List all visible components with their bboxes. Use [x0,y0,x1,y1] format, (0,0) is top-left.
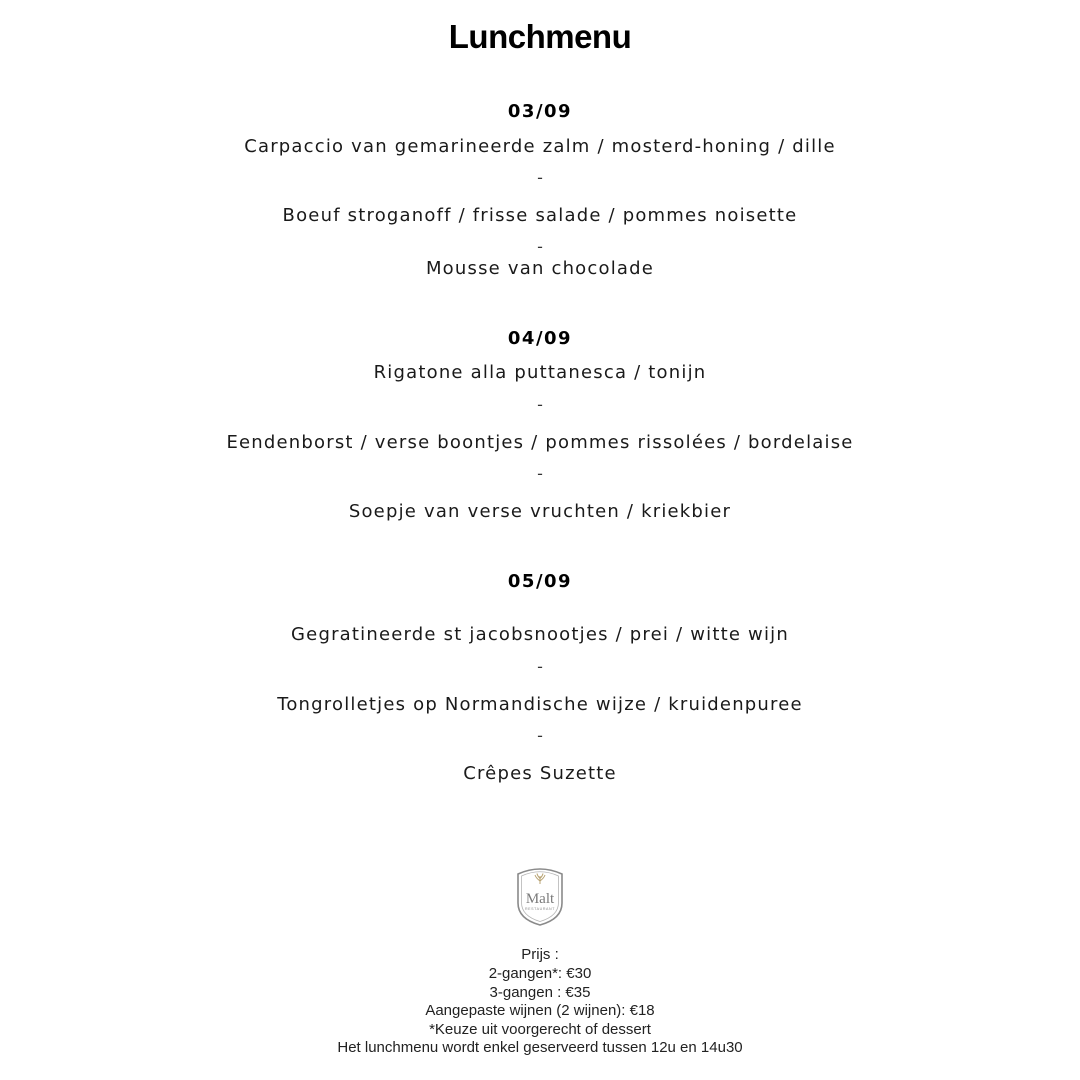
dish-dessert: Soepje van verse vruchten / kriekbier [348,501,732,522]
day-date: 05/09 [507,571,573,592]
dish-separator: - [537,657,543,676]
day-date: 03/09 [507,101,573,122]
dish-dessert: Mousse van chocolade [425,258,655,279]
dish-dessert: Crêpes Suzette [463,763,617,784]
dish-main: Boeuf stroganoff / frisse salade / pommes noisette [282,205,798,226]
logo-wordmark: Malt [525,891,555,907]
day-date: 04/09 [507,328,573,349]
dish-separator: - [537,168,543,187]
price-label: Prijs : [521,946,559,963]
dish-separator: - [537,464,543,483]
dish-starter: Rigatone alla puttanesca / tonijn [373,362,707,383]
dish-starter: Gegratineerde st jacobsnootjes / prei / witte wijn [291,624,789,645]
price-two-course: 2-gangen*: €30 [488,965,592,982]
wheat-crest-icon [514,865,566,927]
price-note: *Keuze uit voorgerecht of dessert [429,1021,651,1038]
dish-separator: - [537,237,543,256]
dish-separator: - [537,726,543,745]
dish-main: Tongrolletjes op Normandische wijze / kruidenpuree [277,694,803,715]
dish-main: Eendenborst / verse boontjes / pommes rissolées / bordelaise [226,432,854,453]
page-title: Lunchmenu [448,18,632,55]
price-wine: Aangepaste wijnen (2 wijnen): €18 [425,1002,655,1019]
malt-logo [514,865,566,927]
serving-hours: Het lunchmenu wordt enkel geserveerd tussen 12u en 14u30 [337,1039,743,1056]
price-three-course: 3-gangen : €35 [489,984,591,1001]
dish-separator: - [537,395,543,414]
logo-subtitle: RESTAURANT [524,907,556,911]
dish-starter: Carpaccio van gemarineerde zalm / mosterd-honing / dille [244,136,836,157]
